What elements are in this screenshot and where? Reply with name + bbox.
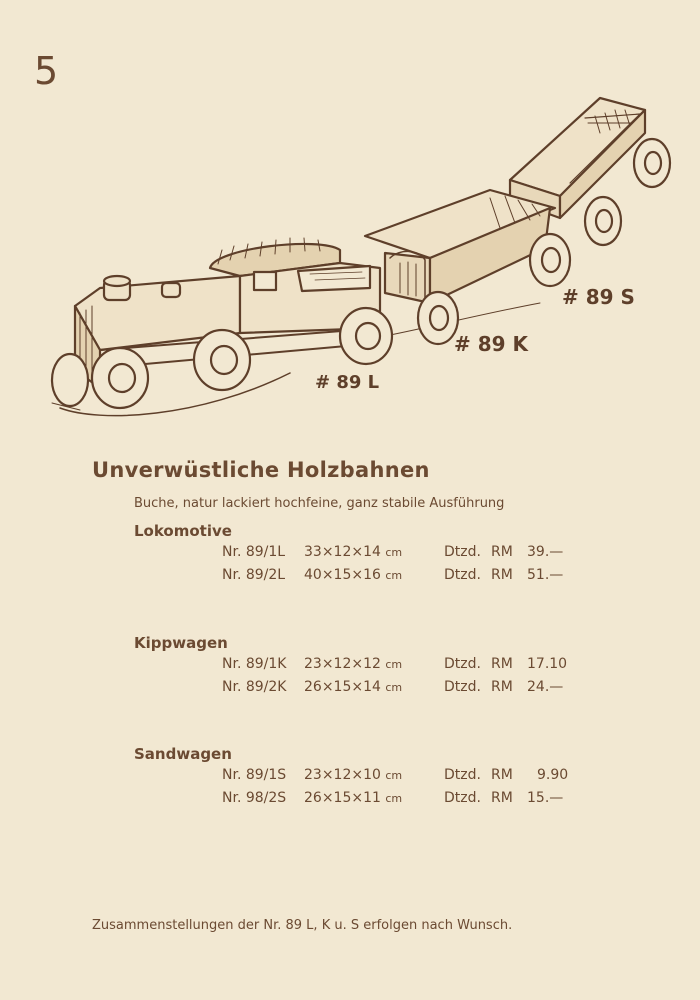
footer-note: Zusammenstellungen der Nr. 89 L, K u. S erfolgen nach Wunsch. [92,918,513,933]
price-row [134,544,654,567]
item-price: 17.10 [527,656,568,672]
label-89l: # 89 L [315,372,380,393]
item-price: 9.90 [537,767,569,783]
currency-label: RM [491,656,513,672]
dozen-label: Dtzd. [444,656,481,672]
page-number: 5 [34,49,59,93]
section-sandwagen [134,745,654,813]
currency-label: RM [491,544,513,560]
section-lokomotive [134,522,654,590]
section-title: Kippwagen [134,634,228,652]
price-row [134,767,654,790]
item-dimensions: 23×12×12 cm [304,656,403,672]
currency-label: RM [491,679,513,695]
item-price: 24.— [527,679,564,695]
section-kippwagen [134,634,654,702]
dozen-label: Dtzd. [444,790,481,806]
item-price: 15.— [527,790,564,806]
item-number: Nr. 89/1L [222,544,286,560]
item-price: 51.— [527,567,564,583]
price-row [134,679,654,702]
price-row [134,790,654,813]
toy-train-illustration [40,88,680,428]
label-89k: # 89 K [454,332,529,356]
section-title: Sandwagen [134,745,232,763]
item-number: Nr. 89/1S [222,767,287,783]
item-dimensions: 26×15×11 cm [304,790,403,806]
dozen-label: Dtzd. [444,544,481,560]
currency-label: RM [491,767,513,783]
item-dimensions: 26×15×14 cm [304,679,403,695]
currency-label: RM [491,790,513,806]
section-title: Lokomotive [134,522,232,540]
currency-label: RM [491,567,513,583]
item-dimensions: 33×12×14 cm [304,544,403,560]
dozen-label: Dtzd. [444,679,481,695]
item-price: 39.— [527,544,564,560]
label-89s: # 89 S [562,285,635,309]
dozen-label: Dtzd. [444,567,481,583]
item-number: Nr. 89/1K [222,656,287,672]
price-row [134,656,654,679]
catalog-subheading: Buche, natur lackiert hochfeine, ganz stabile Ausführung [134,496,505,511]
dozen-label: Dtzd. [444,767,481,783]
item-number: Nr. 89/2K [222,679,287,695]
item-dimensions: 23×12×10 cm [304,767,403,783]
kippwagen-drawing [365,190,570,344]
item-number: Nr. 89/2L [222,567,286,583]
price-row [134,567,654,590]
item-dimensions: 40×15×16 cm [304,567,403,583]
catalog-heading: Unverwüstliche Holzbahnen [92,458,430,482]
item-number: Nr. 98/2S [222,790,287,806]
